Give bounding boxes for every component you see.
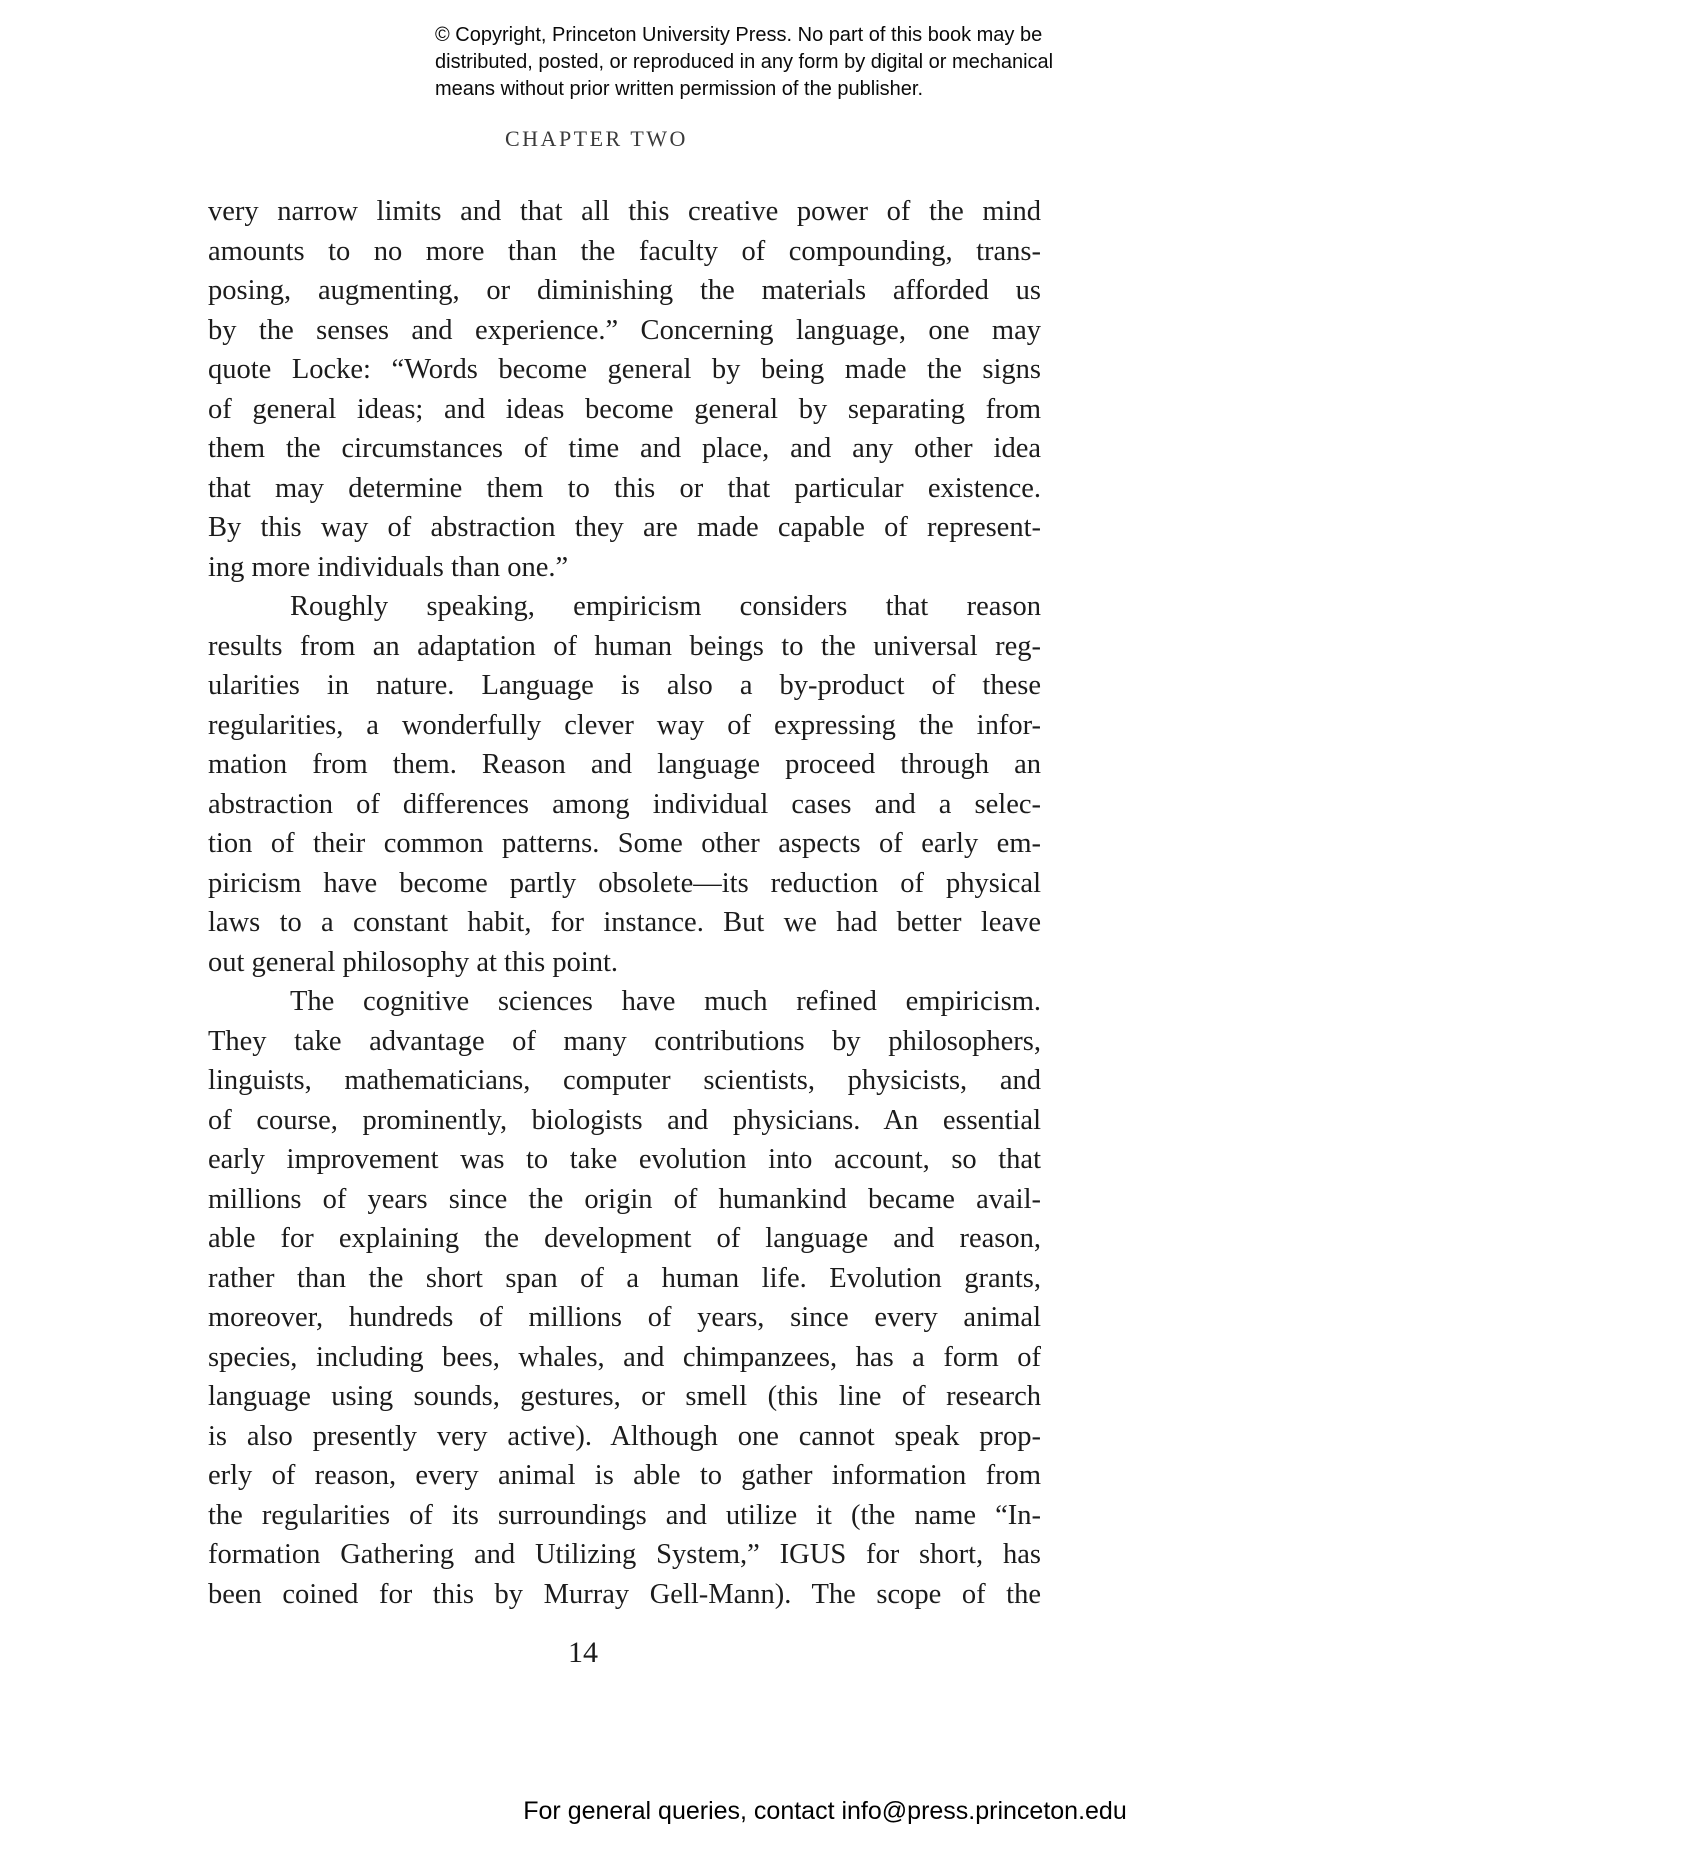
body-line: language using sounds, gestures, or smell (this line of research	[208, 1381, 1041, 1412]
body-line: been coined for this by Murray Gell-Mann). The scope of the	[208, 1578, 1041, 1610]
body-line: regularities, a wonderfully clever way of expressing the infor-	[208, 709, 1041, 741]
copyright-line: © Copyright, Princeton University Press. No part of this book may be	[435, 24, 1043, 46]
body-line: species, including bees, whales, and chimpanzees, has a form of	[208, 1341, 1041, 1373]
body-line: tion of their common patterns. Some other aspects of early em-	[208, 828, 1041, 859]
page-number: 14	[568, 1636, 598, 1669]
body-line: them the circumstances of time and place, and any other idea	[208, 433, 1041, 464]
copyright-line: means without prior written permission of the publisher.	[435, 78, 924, 100]
body-line: posing, augmenting, or diminishing the materials afforded us	[208, 275, 1041, 306]
body-line: that may determine them to this or that particular existence.	[208, 472, 1041, 504]
body-line: rather than the short span of a human life. Evolution grants,	[208, 1262, 1041, 1294]
body-line: abstraction of differences among individual cases and a selec-	[208, 788, 1041, 820]
body-line: out general philosophy at this point.	[208, 946, 619, 978]
body-line: Roughly speaking, empiricism considers that reason	[290, 591, 1041, 622]
body-line: formation Gathering and Utilizing System,” IGUS for short, has	[208, 1539, 1041, 1570]
body-line: results from an adaptation of human beings to the universal reg-	[208, 630, 1041, 662]
body-text	[208, 192, 1041, 1614]
body-line: amounts to no more than the faculty of compounding, trans-	[208, 235, 1041, 267]
body-line: laws to a constant habit, for instance. But we had better leave	[208, 907, 1041, 938]
body-line: By this way of abstraction they are made capable of represent-	[208, 512, 1041, 543]
body-line: mation from them. Reason and language proceed through an	[208, 749, 1041, 780]
body-line: the regularities of its surroundings and utilize it (the name “In-	[208, 1499, 1041, 1531]
chapter-heading: CHAPTER TWO	[505, 126, 688, 151]
copyright-line: distributed, posted, or reproduced in any form by digital or mechanical	[435, 51, 1054, 73]
body-line: The cognitive sciences have much refined empiricism.	[290, 986, 1041, 1017]
body-line: able for explaining the development of language and reason,	[208, 1223, 1041, 1254]
body-line: ing more individuals than one.”	[208, 551, 569, 583]
body-line: piricism have become partly obsolete—its reduction of physical	[208, 867, 1041, 899]
paragraph	[208, 982, 1041, 1614]
body-line: of course, prominently, biologists and physicians. An essential	[208, 1104, 1041, 1136]
body-line: moreover, hundreds of millions of years, since every animal	[208, 1302, 1041, 1333]
paragraph	[208, 192, 1041, 587]
body-line: ularities in nature. Language is also a by-product of these	[208, 670, 1041, 701]
body-line: millions of years since the origin of humankind became avail-	[208, 1183, 1041, 1215]
body-line: of general ideas; and ideas become general by separating from	[208, 393, 1041, 425]
paragraph	[208, 587, 1041, 982]
body-line: erly of reason, every animal is able to gather information from	[208, 1460, 1041, 1491]
body-line: They take advantage of many contributions by philosophers,	[208, 1025, 1041, 1057]
body-line: by the senses and experience.” Concerning language, one may	[208, 314, 1041, 346]
body-line: very narrow limits and that all this creative power of the mind	[208, 196, 1041, 227]
body-line: is also presently very active). Although one cannot speak prop-	[208, 1420, 1041, 1452]
footer-contact: For general queries, contact info@press.princeton.edu	[523, 1797, 1127, 1825]
body-line: linguists, mathematicians, computer scientists, physicists, and	[208, 1065, 1041, 1096]
body-line: quote Locke: “Words become general by being made the signs	[208, 354, 1041, 385]
body-line: early improvement was to take evolution into account, so that	[208, 1144, 1041, 1175]
copyright-notice	[435, 22, 1053, 103]
